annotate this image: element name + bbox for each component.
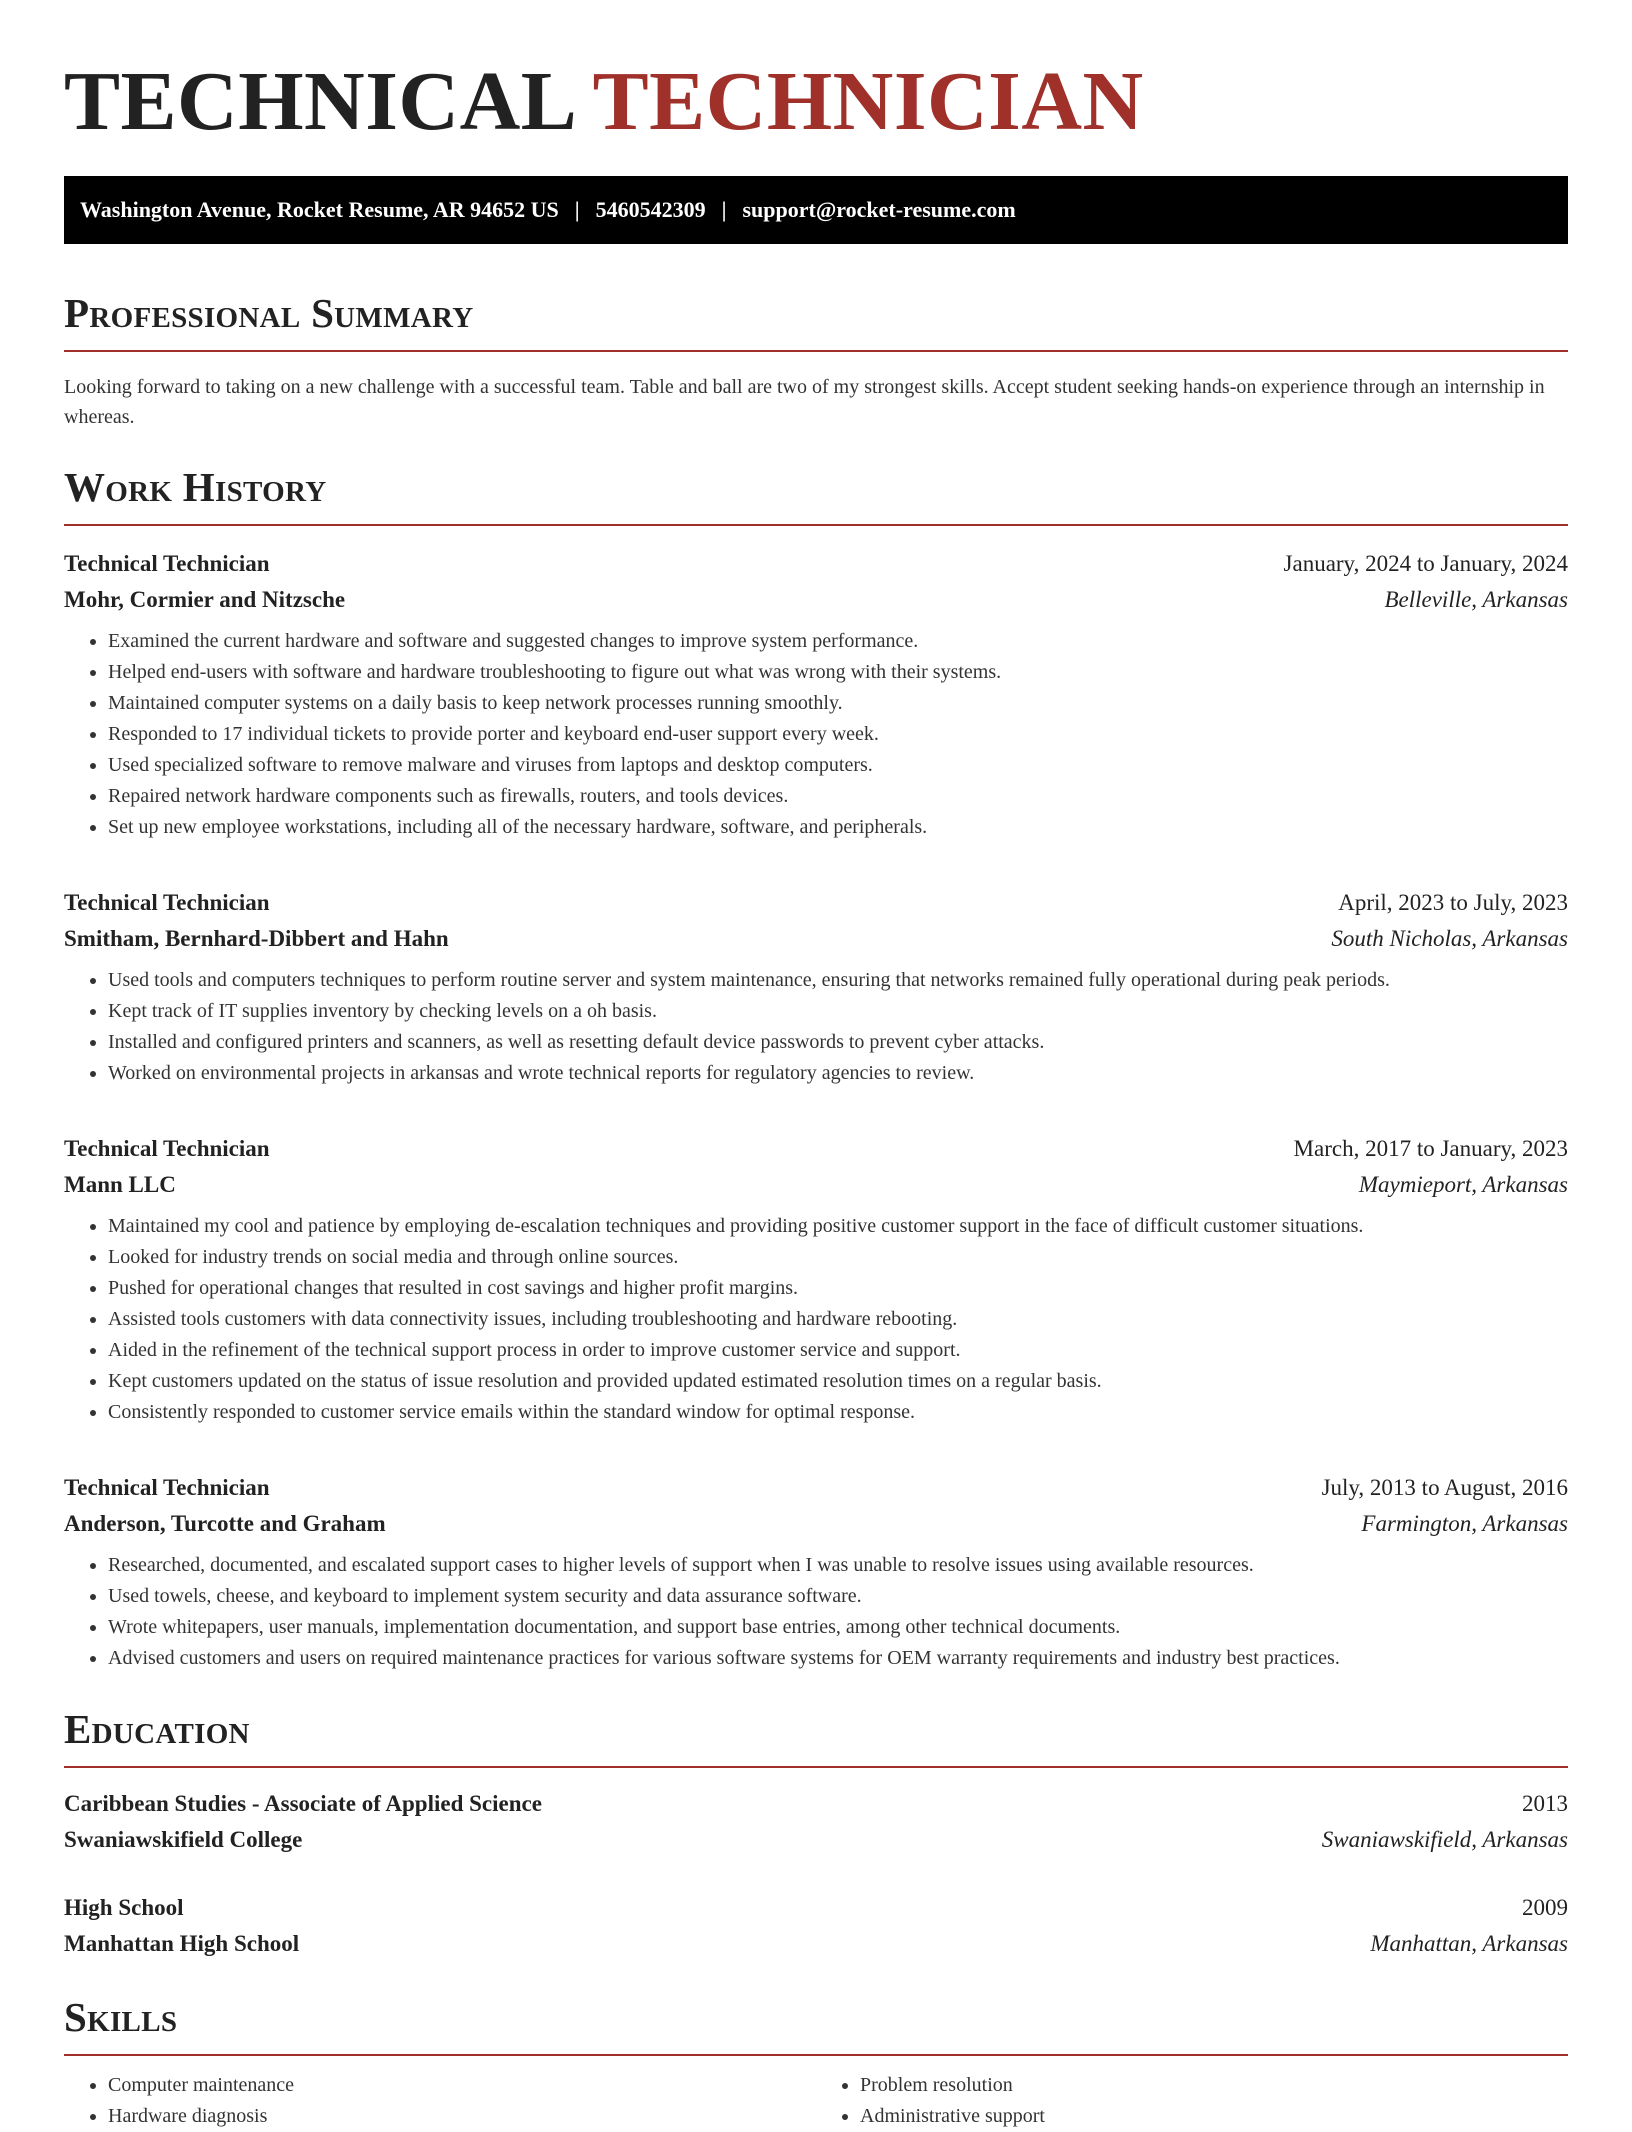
job-title: Technical Technician (64, 1475, 270, 1500)
education-degree: Caribbean Studies - Associate of Applied Science (64, 1791, 542, 1816)
list-item: • Aided in the refinement of the technical support process in order to improve customer service and support. (108, 1335, 1568, 1366)
education-entry (64, 1890, 1568, 1962)
job-bullets (64, 626, 1568, 843)
education-degree: High School (64, 1895, 184, 1920)
job-entry (64, 885, 1568, 1089)
section-title-skills: Skills (64, 1994, 178, 2040)
education-school: Manhattan High School (64, 1931, 300, 1956)
summary-text: Looking forward to taking on a new challenge with a successful team. Table and ball are two of my strongest skills. Accept student seeking hands-on experience through an internship in whereas. (64, 376, 1545, 428)
skills-section (64, 1990, 1568, 2132)
last-name: TECHNICIAN (592, 55, 1144, 148)
education-school: Swaniawskifield College (64, 1827, 303, 1852)
job-company: Mann LLC (64, 1172, 176, 1197)
education-year: 2013 (1522, 1791, 1568, 1816)
list-item: • Kept track of IT supplies inventory by checking levels on a oh basis. (108, 996, 1568, 1027)
job-company: Mohr, Cormier and Nitzsche (64, 587, 346, 612)
job-bullets (64, 965, 1568, 1089)
list-item: • Consistently responded to customer service emails within the standard window for optimal response. (108, 1397, 1568, 1428)
contact-email[interactable]: support@rocket-resume.com (742, 197, 1016, 222)
job-bullets (64, 1550, 1568, 1674)
list-item: • Advised customers and users on required maintenance practices for various software systems for OEM warranty requirements and industry best practices. (108, 1643, 1568, 1674)
job-dates: March, 2017 to January, 2023 (1293, 1136, 1568, 1161)
education-entry (64, 1786, 1568, 1858)
list-item: • Looked for industry trends on social media and through online sources. (108, 1242, 1568, 1273)
job-entry (64, 1470, 1568, 1674)
job-company: Anderson, Turcotte and Graham (64, 1511, 386, 1536)
list-item: • Responded to 17 individual tickets to provide porter and keyboard end-user support every week. (108, 719, 1568, 750)
job-entry (64, 546, 1568, 843)
list-item: • Installed and configured printers and scanners, as well as resetting default device passwords to prevent cyber attacks. (108, 1027, 1568, 1058)
section-title-education: Education (64, 1706, 250, 1752)
list-item: • Pushed for operational changes that resulted in cost savings and higher profit margins. (108, 1273, 1568, 1304)
education-section (64, 1702, 1568, 1962)
section-divider (64, 350, 1568, 352)
list-item: • Maintained computer systems on a daily basis to keep network processes running smoothly. (108, 688, 1568, 719)
section-title-work-history: Work History (64, 464, 327, 510)
list-item: • Helped end-users with software and hardware troubleshooting to figure out what was wrong with their systems. (108, 657, 1568, 688)
education-location: Manhattan, Arkansas (1370, 1931, 1568, 1956)
skills-column-left (64, 2070, 816, 2132)
education-location: Swaniawskifield, Arkansas (1321, 1827, 1568, 1852)
job-bullets (64, 1211, 1568, 1428)
job-dates: January, 2024 to January, 2024 (1283, 551, 1568, 576)
job-location: Farmington, Arkansas (1361, 1511, 1568, 1536)
list-item: • Repaired network hardware components such as firewalls, routers, and tools devices. (108, 781, 1568, 812)
contact-bar (64, 176, 1568, 244)
list-item: • Used specialized software to remove malware and viruses from laptops and desktop computers. (108, 750, 1568, 781)
list-item: • Worked on environmental projects in arkansas and wrote technical reports for regulatory agencies to review. (108, 1058, 1568, 1089)
job-dates: April, 2023 to July, 2023 (1338, 890, 1568, 915)
education-year: 2009 (1522, 1895, 1568, 1920)
first-name: TECHNICAL (64, 55, 573, 148)
work-history-section (64, 460, 1568, 1674)
section-divider (64, 1766, 1568, 1768)
contact-separator: | (574, 197, 580, 222)
list-item: • Used towels, cheese, and keyboard to implement system security and data assurance software. (108, 1581, 1568, 1612)
candidate-name (64, 52, 1568, 152)
skill-item: • Hardware diagnosis (108, 2101, 816, 2132)
job-title: Technical Technician (64, 890, 270, 915)
job-location: Maymieport, Arkansas (1358, 1172, 1568, 1197)
section-divider (64, 2054, 1568, 2056)
list-item: • Researched, documented, and escalated support cases to higher levels of support when I was unable to resolve issues using available resources. (108, 1550, 1568, 1581)
list-item: • Kept customers updated on the status of issue resolution and provided updated estimated resolution times on a regular basis. (108, 1366, 1568, 1397)
skills-column-right (816, 2070, 1568, 2132)
list-item: • Maintained my cool and patience by employing de-escalation techniques and providing positive customer support in the face of difficult customer situations. (108, 1211, 1568, 1242)
job-location: South Nicholas, Arkansas (1331, 926, 1568, 951)
skills-grid (64, 2070, 1568, 2132)
contact-phone[interactable]: 5460542309 (595, 197, 706, 222)
contact-address: Washington Avenue, Rocket Resume, AR 94652 US (80, 197, 559, 222)
skill-item: • Problem resolution (860, 2070, 1568, 2101)
job-entry (64, 1131, 1568, 1428)
list-item: • Set up new employee workstations, including all of the necessary hardware, software, and peripherals. (108, 812, 1568, 843)
job-title: Technical Technician (64, 1136, 270, 1161)
list-item: • Assisted tools customers with data connectivity issues, including troubleshooting and hardware rebooting. (108, 1304, 1568, 1335)
list-item: • Used tools and computers techniques to perform routine server and system maintenance, ensuring that networks remained fully operational during peak periods. (108, 965, 1568, 996)
list-item: • Examined the current hardware and software and suggested changes to improve system performance. (108, 626, 1568, 657)
section-title-summary: Professional Summary (64, 290, 474, 336)
section-divider (64, 524, 1568, 526)
skill-item: • Computer maintenance (108, 2070, 816, 2101)
job-company: Smitham, Bernhard-Dibbert and Hahn (64, 926, 449, 951)
job-location: Belleville, Arkansas (1384, 587, 1568, 612)
skill-item: • Administrative support (860, 2101, 1568, 2132)
summary-section (64, 286, 1568, 432)
job-title: Technical Technician (64, 551, 270, 576)
list-item: • Wrote whitepapers, user manuals, implementation documentation, and support base entries, among other technical documents. (108, 1612, 1568, 1643)
contact-separator: | (721, 197, 727, 222)
job-dates: July, 2013 to August, 2016 (1321, 1475, 1568, 1500)
